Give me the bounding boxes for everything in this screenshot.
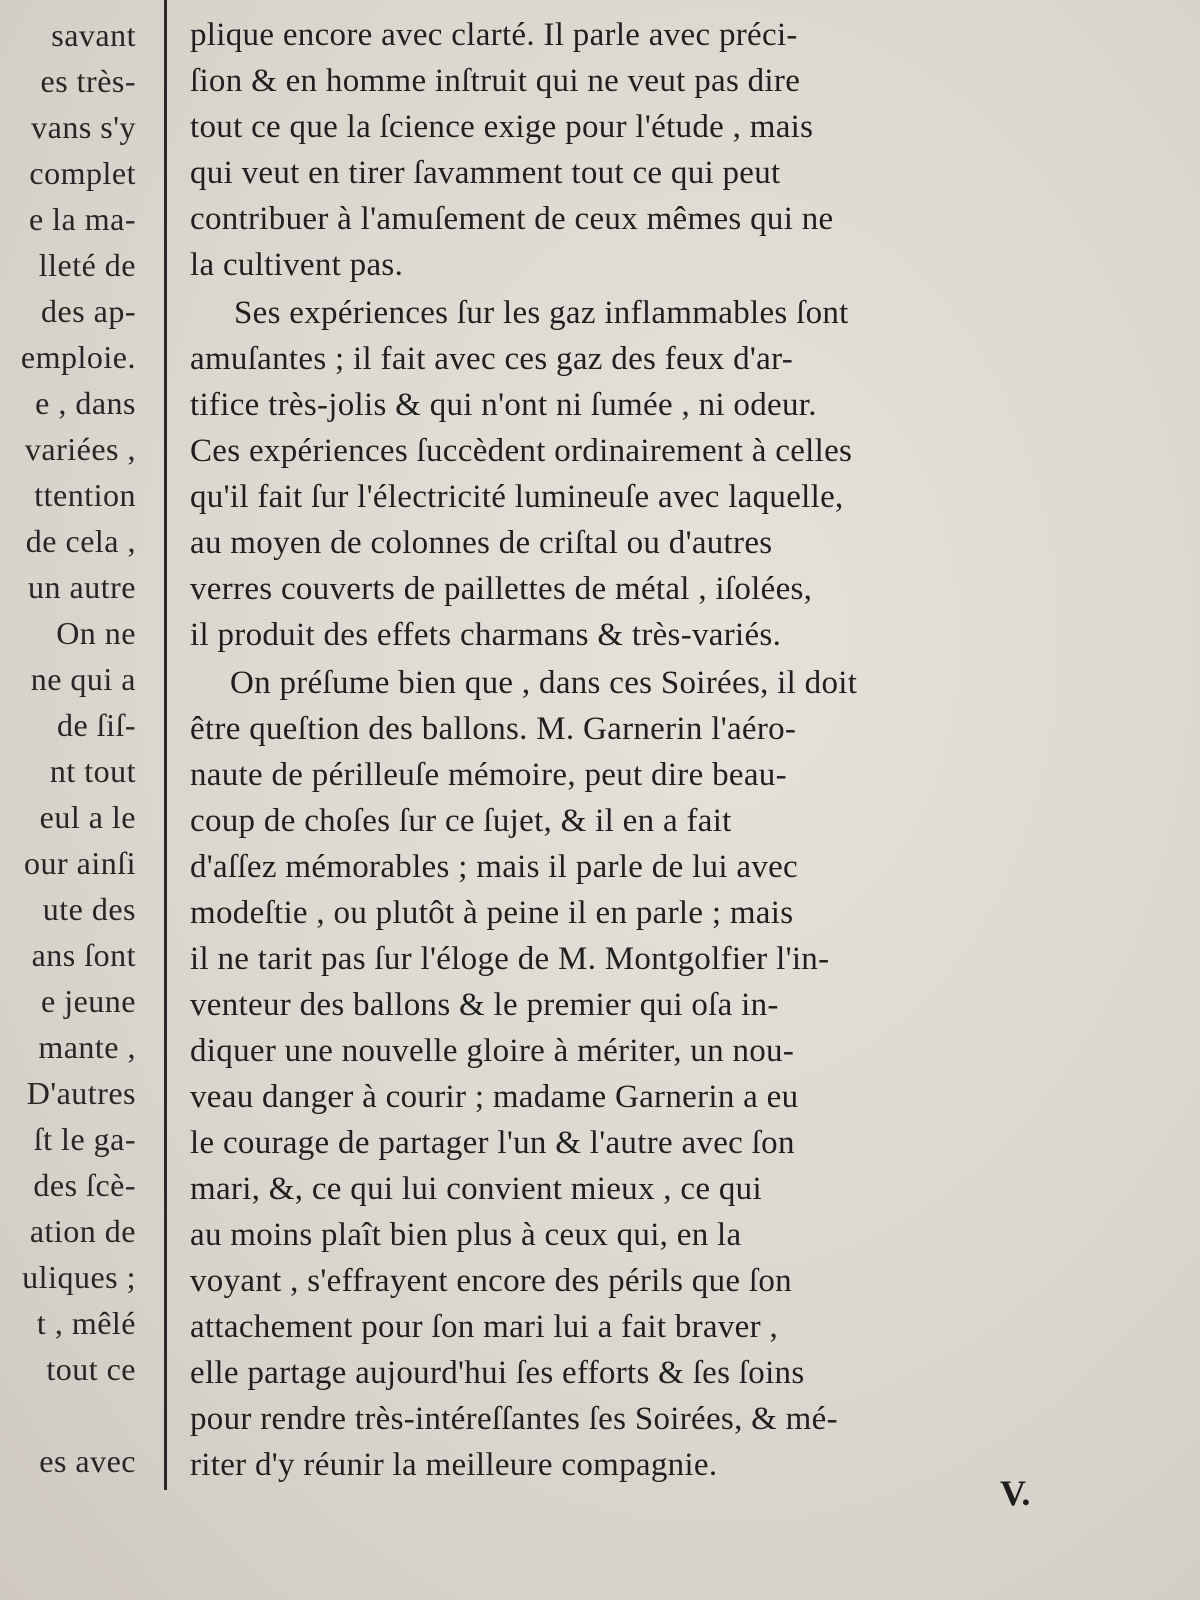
left-line: de cela , — [25, 523, 136, 559]
paragraph-line: elle partage aujourd'hui ſes efforts & ſes ſoins — [190, 1355, 805, 1391]
paragraph-line: amuſantes ; il fait avec ces gaz des feux d'ar- — [190, 341, 794, 377]
paragraph-line: riter d'y réunir la meilleure compagnie. — [190, 1447, 718, 1483]
author-signature: V. — [1000, 1473, 1031, 1513]
main-column — [190, 0, 1090, 1600]
left-line: des ſcè- — [33, 1167, 136, 1203]
left-line: es avec — [39, 1443, 136, 1479]
paragraph-line: diquer une nouvelle gloire à mériter, un nou- — [190, 1033, 795, 1069]
paragraph-line: attachement pour ſon mari lui a fait braver , — [190, 1309, 779, 1345]
paragraph-line: tout ce que la ſcience exige pour l'étude , mais — [190, 109, 814, 145]
paragraph-line: au moins plaît bien plus à ceux qui, en la — [190, 1217, 742, 1253]
left-line: t , mêlé — [36, 1305, 136, 1341]
paragraph-line: il ne tarit pas ſur l'éloge de M. Montgolfier l'in- — [190, 941, 830, 977]
left-line: lleté de — [38, 247, 136, 283]
left-line: de ſiſ- — [56, 707, 136, 743]
paragraph-line: contribuer à l'amuſement de ceux mêmes qui ne — [190, 201, 834, 237]
left-line: complet — [29, 155, 136, 191]
paragraph-line: venteur des ballons & le premier qui oſa in- — [190, 987, 779, 1023]
paragraph-line: d'aſſez mémorables ; mais il parle de lui avec — [190, 849, 799, 885]
left-line: eul a le — [39, 799, 136, 835]
left-line: ans ſont — [31, 937, 136, 973]
paragraph-line: qu'il fait ſur l'électricité lumineuſe avec laquelle, — [190, 479, 844, 515]
paragraph-line: coup de choſes ſur ce ſujet, & il en a fait — [190, 803, 732, 839]
left-line: ation de — [29, 1213, 136, 1249]
paragraph-line: Ces expériences ſuccèdent ordinairement à celles — [190, 433, 853, 469]
paragraph-line: qui veut en tirer ſavamment tout ce qui peut — [190, 155, 781, 191]
left-line: e jeune — [41, 983, 136, 1019]
paragraph-line: être queſtion des ballons. M. Garnerin l'aéro- — [190, 711, 797, 747]
left-line: nt tout — [49, 753, 136, 789]
column-rule — [164, 0, 167, 1490]
paragraph-line: verres couverts de paillettes de métal , iſolées, — [190, 571, 813, 607]
left-column-fragment — [0, 0, 136, 1600]
left-line: tout ce — [46, 1351, 136, 1387]
left-line: e la ma- — [28, 201, 136, 237]
paragraph-line: tifice très-jolis & qui n'ont ni ſumée , ni odeur. — [190, 387, 817, 423]
paragraph-line: au moyen de colonnes de criſtal ou d'autres — [190, 525, 773, 561]
paragraph-line: veau danger à courir ; madame Garnerin a eu — [190, 1079, 799, 1115]
left-line: uliques ; — [22, 1259, 136, 1295]
paragraph-line: On préſume bien que , dans ces Soirées, il doit — [230, 665, 858, 701]
paragraph-line: pour rendre très-intéreſſantes ſes Soirées, & mé- — [190, 1401, 838, 1437]
left-line: On ne — [56, 615, 136, 651]
left-line: our ainſi — [23, 845, 136, 881]
paragraph-line: ſion & en homme inſtruit qui ne veut pas dire — [190, 63, 801, 99]
left-line: variées , — [24, 431, 136, 467]
left-line: D'autres — [26, 1075, 136, 1111]
left-line: es très- — [40, 63, 136, 99]
left-line: ute des — [42, 891, 136, 927]
paragraph-line: mari, &, ce qui lui convient mieux , ce qui — [190, 1171, 762, 1207]
left-line: ne qui a — [30, 661, 136, 697]
paragraph-line: voyant , s'effrayent encore des périls que ſon — [190, 1263, 792, 1299]
left-line: vans s'y — [31, 109, 136, 145]
paragraph-line: la cultivent pas. — [190, 247, 404, 283]
paragraph-line: modeſtie , ou plutôt à peine il en parle ; mais — [190, 895, 794, 931]
left-line: emploie. — [20, 339, 136, 375]
left-line: ſt le ga- — [33, 1121, 136, 1157]
paragraph-line: plique encore avec clarté. Il parle avec préci- — [190, 17, 798, 53]
paragraph-line: le courage de partager l'un & l'autre avec ſon — [190, 1125, 795, 1161]
left-line: e , dans — [35, 385, 136, 421]
left-line: des ap- — [40, 293, 136, 329]
paragraph-line: il produit des effets charmans & très-variés. — [190, 617, 782, 653]
left-line: ttention — [34, 477, 136, 513]
left-line: mante , — [38, 1029, 136, 1065]
paragraph-line: Ses expériences ſur les gaz inflammables ſont — [234, 295, 849, 331]
left-line: un autre — [28, 569, 136, 605]
left-line: savant — [51, 17, 136, 53]
paragraph-line: naute de périlleuſe mémoire, peut dire beau- — [190, 757, 787, 793]
